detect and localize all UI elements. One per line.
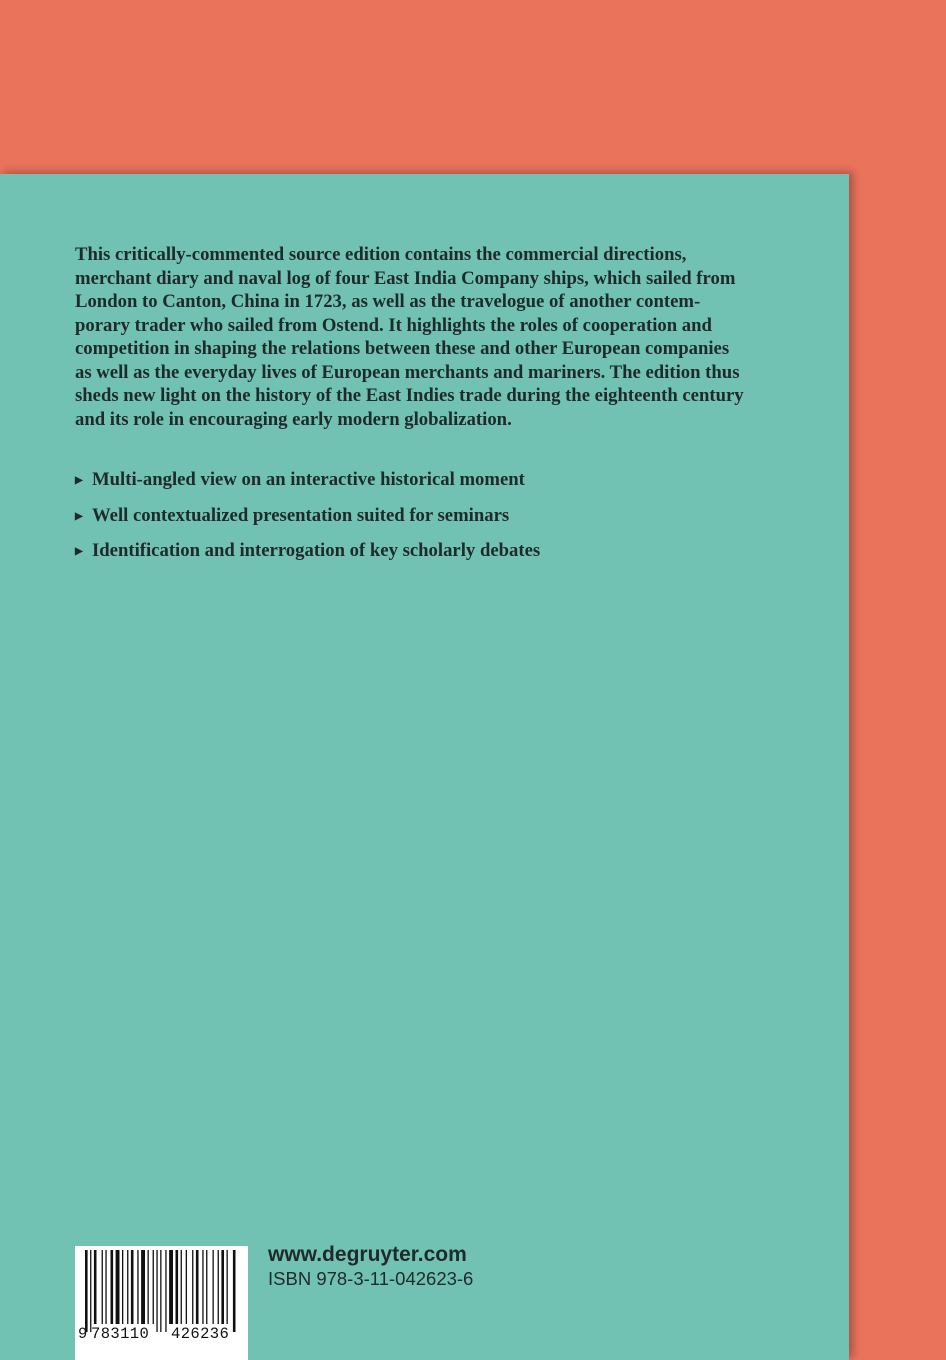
barcode-group-2: 426236 <box>171 1325 230 1343</box>
feature-item <box>75 468 540 504</box>
blurb-line: porary trader who sailed from Ostend. It highlights the roles of cooperation and <box>75 314 712 336</box>
isbn-barcode <box>75 1246 248 1360</box>
blurb-line: merchant diary and naval log of four East India Company ships, which sailed from <box>75 267 736 289</box>
blurb-line: as well as the everyday lives of European merchants and mariners. The edition thus <box>75 361 740 383</box>
barcode-bar <box>94 1250 97 1324</box>
barcode-bar <box>102 1250 103 1324</box>
barcode-bar <box>105 1250 106 1324</box>
barcode-bar <box>213 1250 214 1324</box>
barcode-bar <box>165 1250 166 1332</box>
feature-item <box>75 539 540 575</box>
barcode-bar <box>181 1250 182 1324</box>
barcode-bar <box>227 1250 228 1324</box>
feature-text: Multi-angled view on an interactive historical moment <box>92 469 525 490</box>
blurb-line: London to Canton, China in 1723, as well as the travelogue of another contem- <box>75 291 701 312</box>
feature-item <box>75 504 540 540</box>
barcode-bar <box>160 1250 161 1332</box>
blurb-line: competition in shaping the relations between these and other European companies <box>75 338 730 359</box>
barcode-bar <box>111 1250 114 1324</box>
barcode-bar <box>131 1250 134 1324</box>
blurb-line: This critically-commented source edition contains the commercial directions, <box>75 244 687 265</box>
triangle-right-icon: ▶ <box>75 546 83 557</box>
triangle-right-icon: ▶ <box>75 475 83 486</box>
barcode-bar <box>141 1250 145 1324</box>
blurb-line: sheds new light on the history of the East Indies trade during the eighteenth century <box>75 385 744 406</box>
barcode-bar <box>156 1250 157 1332</box>
barcode-bar <box>233 1250 236 1332</box>
barcode-bar <box>122 1250 123 1324</box>
barcode-bar <box>192 1250 193 1324</box>
barcode-bar <box>186 1250 187 1324</box>
barcode-bar <box>176 1250 179 1324</box>
triangle-right-icon: ▶ <box>75 510 83 522</box>
barcode-bar <box>221 1250 224 1324</box>
publisher-url[interactable]: www.degruyter.com <box>268 1243 467 1266</box>
barcode-bar <box>169 1250 173 1324</box>
barcode-bar <box>137 1250 138 1324</box>
barcode-bar <box>196 1250 199 1324</box>
barcode-lead-digit: 9 <box>78 1325 88 1343</box>
feature-text: Well contextualized presentation suited for seminars <box>92 504 510 526</box>
feature-list <box>75 468 540 575</box>
barcode-bar <box>202 1250 203 1324</box>
barcode-bar <box>116 1250 120 1324</box>
barcode-bar <box>85 1250 88 1332</box>
barcode-group-1: 783110 <box>91 1325 150 1343</box>
barcode-bar <box>90 1250 91 1332</box>
isbn-number: ISBN 978-3-11-042623-6 <box>268 1268 474 1289</box>
blurb-line: and its role in encouraging early modern globalization. <box>75 408 512 430</box>
barcode-bar <box>148 1250 149 1324</box>
feature-text: Identification and interrogation of key scholarly debates <box>92 540 541 561</box>
barcode-bar <box>206 1250 207 1324</box>
barcode-bar <box>218 1250 219 1324</box>
barcode-bar <box>153 1250 154 1324</box>
blurb-text <box>75 243 780 431</box>
barcode-bar <box>127 1250 128 1324</box>
